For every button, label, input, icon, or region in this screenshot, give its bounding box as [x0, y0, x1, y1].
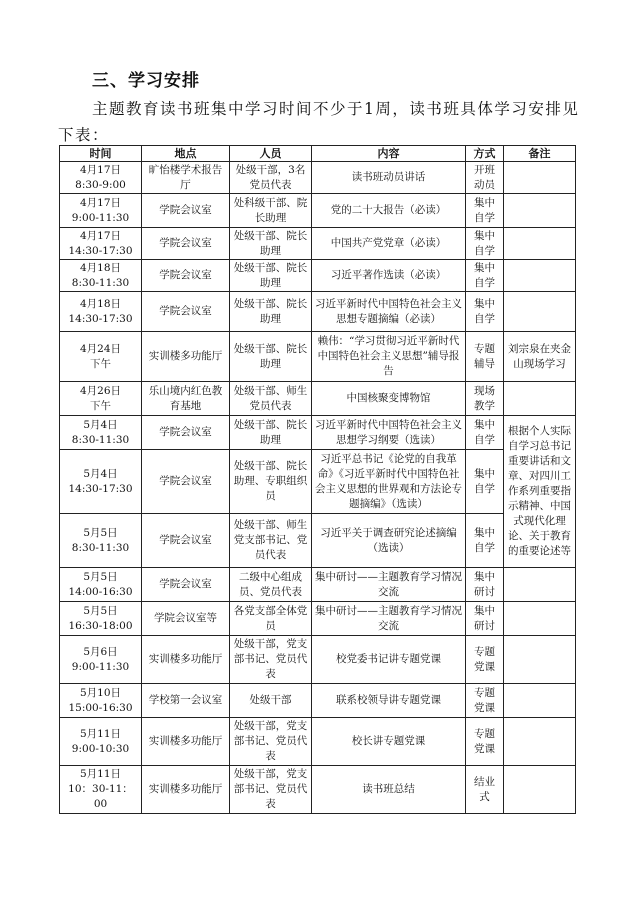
content-cell: 集中研讨——主题教育学习情况交流	[312, 602, 466, 636]
content-cell: 习近平总书记《论党的自我革命》《习近平新时代中国特色社会主义思想的世界观和方法论专题摘编》（选读）	[312, 450, 466, 514]
note-cell	[504, 636, 576, 684]
mode-cell: 结业式	[466, 766, 504, 814]
place-cell: 学校第一会议室	[142, 684, 230, 718]
place-cell: 学院会议室等	[142, 602, 230, 636]
mode-cell: 集中自学	[466, 416, 504, 450]
people-cell: 处级干部、师生党员代表	[230, 382, 312, 416]
note-cell	[504, 382, 576, 416]
content-cell: 联系校领导讲专题党课	[312, 684, 466, 718]
mode-cell: 现场教学	[466, 382, 504, 416]
mode-cell: 集中自学	[466, 450, 504, 514]
mode-cell: 集中研讨	[466, 602, 504, 636]
table-row	[60, 194, 576, 228]
table-row	[60, 292, 576, 332]
table-row	[60, 766, 576, 814]
note-cell	[504, 766, 576, 814]
people-cell: 处科级干部、院长助理	[230, 194, 312, 228]
content-cell: 习近平新时代中国特色社会主义思想学习纲要（选读）	[312, 416, 466, 450]
place-cell: 学院会议室	[142, 292, 230, 332]
mode-cell: 集中自学	[466, 514, 504, 568]
mode-cell: 集中自学	[466, 292, 504, 332]
content-cell: 中国共产党党章（必读）	[312, 228, 466, 260]
header-mode: 方式	[466, 146, 504, 162]
mode-cell: 集中研讨	[466, 568, 504, 602]
time-cell: 5月10日 15:00-16:30	[60, 684, 142, 718]
people-cell: 处级干部、院长助理	[230, 260, 312, 292]
table-row	[60, 718, 576, 766]
people-cell: 二级中心组成员、党员代表	[230, 568, 312, 602]
people-cell: 处级干部、院长助理	[230, 228, 312, 260]
place-cell: 实训楼多功能厅	[142, 766, 230, 814]
time-cell: 5月4日 8:30-11:30	[60, 416, 142, 450]
table-header-row	[60, 146, 576, 162]
table-row	[60, 636, 576, 684]
note-cell	[504, 162, 576, 194]
mode-cell: 开班动员	[466, 162, 504, 194]
content-cell: 校长讲专题党课	[312, 718, 466, 766]
table-row	[60, 514, 576, 568]
header-time: 时间	[60, 146, 142, 162]
time-cell: 4月26日 下午	[60, 382, 142, 416]
table-row	[60, 568, 576, 602]
people-cell: 处级干部，党支部书记、党员代表	[230, 766, 312, 814]
place-cell: 实训楼多功能厅	[142, 636, 230, 684]
place-cell: 乐山境内红色教育基地	[142, 382, 230, 416]
time-cell: 5月4日 14:30-17:30	[60, 450, 142, 514]
people-cell: 处级干部、院长助理	[230, 292, 312, 332]
mode-cell: 集中自学	[466, 228, 504, 260]
people-cell: 处级干部，党支部书记、党员代表	[230, 636, 312, 684]
table-row	[60, 260, 576, 292]
table-row	[60, 382, 576, 416]
people-cell: 各党支部全体党员	[230, 602, 312, 636]
time-cell: 5月5日 14:00-16:30	[60, 568, 142, 602]
note-cell: 根据个人实际自学习总书记重要讲话和文章、对四川工作系列重要指示精神、中国式现代化理论、关于教育的重要论述等	[504, 416, 576, 568]
content-cell: 赖伟：“学习贯彻习近平新时代中国特色社会主义思想”辅导报告	[312, 332, 466, 382]
table-row	[60, 332, 576, 382]
note-cell	[504, 194, 576, 228]
mode-cell: 专题党课	[466, 636, 504, 684]
note-cell	[504, 228, 576, 260]
table-row	[60, 602, 576, 636]
mode-cell: 集中自学	[466, 260, 504, 292]
content-cell: 习近平新时代中国特色社会主义思想专题摘编（必读）	[312, 292, 466, 332]
content-cell: 习近平著作选读（必读）	[312, 260, 466, 292]
content-cell: 习近平关于调查研究论述摘编（选读）	[312, 514, 466, 568]
time-cell: 5月5日 16:30-18:00	[60, 602, 142, 636]
time-cell: 4月24日 下午	[60, 332, 142, 382]
header-place: 地点	[142, 146, 230, 162]
note-cell	[504, 292, 576, 332]
section-heading: 三、学习安排	[92, 71, 200, 91]
time-cell: 5月11日 10：30-11：00	[60, 766, 142, 814]
content-cell: 中国核聚变博物馆	[312, 382, 466, 416]
mode-cell: 集中自学	[466, 194, 504, 228]
header-people: 人员	[230, 146, 312, 162]
mode-cell: 专题辅导	[466, 332, 504, 382]
place-cell: 实训楼多功能厅	[142, 718, 230, 766]
time-cell: 4月17日 8:30-9:00	[60, 162, 142, 194]
time-cell: 5月5日 8:30-11:30	[60, 514, 142, 568]
place-cell: 学院会议室	[142, 260, 230, 292]
note-cell	[504, 684, 576, 718]
note-cell	[504, 718, 576, 766]
place-cell: 学院会议室	[142, 514, 230, 568]
time-cell: 4月17日 9:00-11:30	[60, 194, 142, 228]
mode-cell: 专题党课	[466, 718, 504, 766]
table-row	[60, 162, 576, 194]
place-cell: 学院会议室	[142, 194, 230, 228]
people-cell: 处级干部、院长助理、专职组织员	[230, 450, 312, 514]
time-cell: 4月18日 8:30-11:30	[60, 260, 142, 292]
time-cell: 4月18日 14:30-17:30	[60, 292, 142, 332]
table-row	[60, 450, 576, 514]
content-cell: 读书班总结	[312, 766, 466, 814]
time-cell: 4月17日 14:30-17:30	[60, 228, 142, 260]
header-note: 备注	[504, 146, 576, 162]
header-content: 内容	[312, 146, 466, 162]
content-cell: 集中研讨——主题教育学习情况交流	[312, 568, 466, 602]
place-cell: 学院会议室	[142, 416, 230, 450]
mode-cell: 专题党课	[466, 684, 504, 718]
note-cell	[504, 260, 576, 292]
schedule-table	[59, 145, 576, 814]
place-cell: 学院会议室	[142, 568, 230, 602]
content-cell: 读书班动员讲话	[312, 162, 466, 194]
time-cell: 5月6日 9:00-11:30	[60, 636, 142, 684]
time-cell: 5月11日 9:00-10:30	[60, 718, 142, 766]
table-row	[60, 228, 576, 260]
intro-paragraph: 主题教育读书班集中学习时间不少于1周，读书班具体学习安排见下表：	[58, 100, 580, 144]
table-row	[60, 416, 576, 450]
table-row	[60, 684, 576, 718]
place-cell: 旷怡楼学术报告厅	[142, 162, 230, 194]
content-cell: 校党委书记讲专题党课	[312, 636, 466, 684]
people-cell: 处级干部，党支部书记、党员代表	[230, 718, 312, 766]
note-cell: 刘宗泉在夹金山现场学习	[504, 332, 576, 382]
people-cell: 处级干部	[230, 684, 312, 718]
content-cell: 党的二十大报告（必读）	[312, 194, 466, 228]
note-cell	[504, 602, 576, 636]
place-cell: 实训楼多功能厅	[142, 332, 230, 382]
people-cell: 处级干部，3名党员代表	[230, 162, 312, 194]
people-cell: 处级干部、院长助理	[230, 416, 312, 450]
people-cell: 处级干部、院长助理	[230, 332, 312, 382]
place-cell: 学院会议室	[142, 228, 230, 260]
place-cell: 学院会议室	[142, 450, 230, 514]
note-cell	[504, 568, 576, 602]
people-cell: 处级干部、师生党支部书记、党员代表	[230, 514, 312, 568]
